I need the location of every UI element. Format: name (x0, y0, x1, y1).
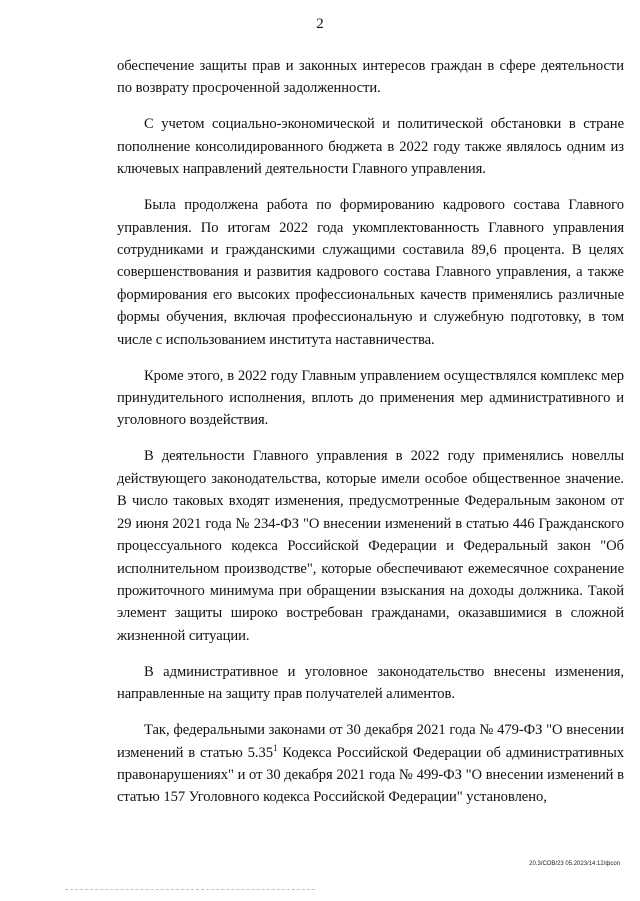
paragraph: С учетом социально-экономической и политической обстановки в стране пополнение консолидированного бюджета в 2022 году также являлось одним из ключевых направлений деятельности Главного управления. (117, 116, 624, 178)
scan-artifact-line (65, 889, 315, 892)
document-body (117, 55, 624, 822)
paragraph: Кроме этого, в 2022 году Главным управлением осуществлялся комплекс мер принудительного исполнения, вплоть до применения мер административного и уголовного воздействия. (117, 367, 624, 429)
document-footer-code: 20.3/СОВ/23 05.2023/14:12/фсоп (529, 861, 620, 867)
paragraph-text: Так, федеральными законами от 30 декабря 2021 года № 479-ФЗ "О внесении изменений в статью 5.35 (117, 722, 624, 761)
paragraph: В деятельности Главного управления в 2022 году применялись новеллы действующего законодательства, которые имели особое общественное значение. В число таковых входят изменения, предусмотренные Федеральным законом от 29 июня 2021 года № 234-ФЗ "О внесении изменений в статью 446 Гражданского процессуального кодекса Российской Федерации и Федеральный закон "Об исполнительном производстве", которые обеспечивают ежемесячное сохранение прожиточного минимума при обращении взыскания на доходы должника. Такой элемент защиты широко востребован гражданами, оказавшимися в сложной жизненной ситуации. (117, 448, 624, 644)
paragraph: Была продолжена работа по формированию кадрового состава Главного управления. По итогам 2022 года укомплектованность Главного управления сотрудниками и гражданскими служащими составила 89,6 процента. В целях совершенствования и развития кадрового состава Главного управления, а также формирования его высоких профессиональных качеств применялись различные формы обучения, включая профессиональную и служебную подготовку, в том числе с использованием института наставничества. (117, 197, 624, 348)
page-number: 2 (316, 16, 324, 32)
paragraph-continuation: обеспечение защиты прав и законных интересов граждан в сфере деятельности по возврату просроченной задолженности. (117, 58, 624, 97)
paragraph: В административное и уголовное законодательство внесены изменения, направленные на защиту прав получателей алиментов. (117, 663, 624, 703)
paragraph (117, 719, 624, 809)
paragraph-text: Кодекса Российской Федерации об административных правонарушениях" и от 30 декабря 2021 года № 499-ФЗ "О внесении изменений в статью 157 Уголовного кодекса Российской Федерации" установлено, (117, 744, 624, 806)
superscript: 1 (273, 742, 278, 753)
